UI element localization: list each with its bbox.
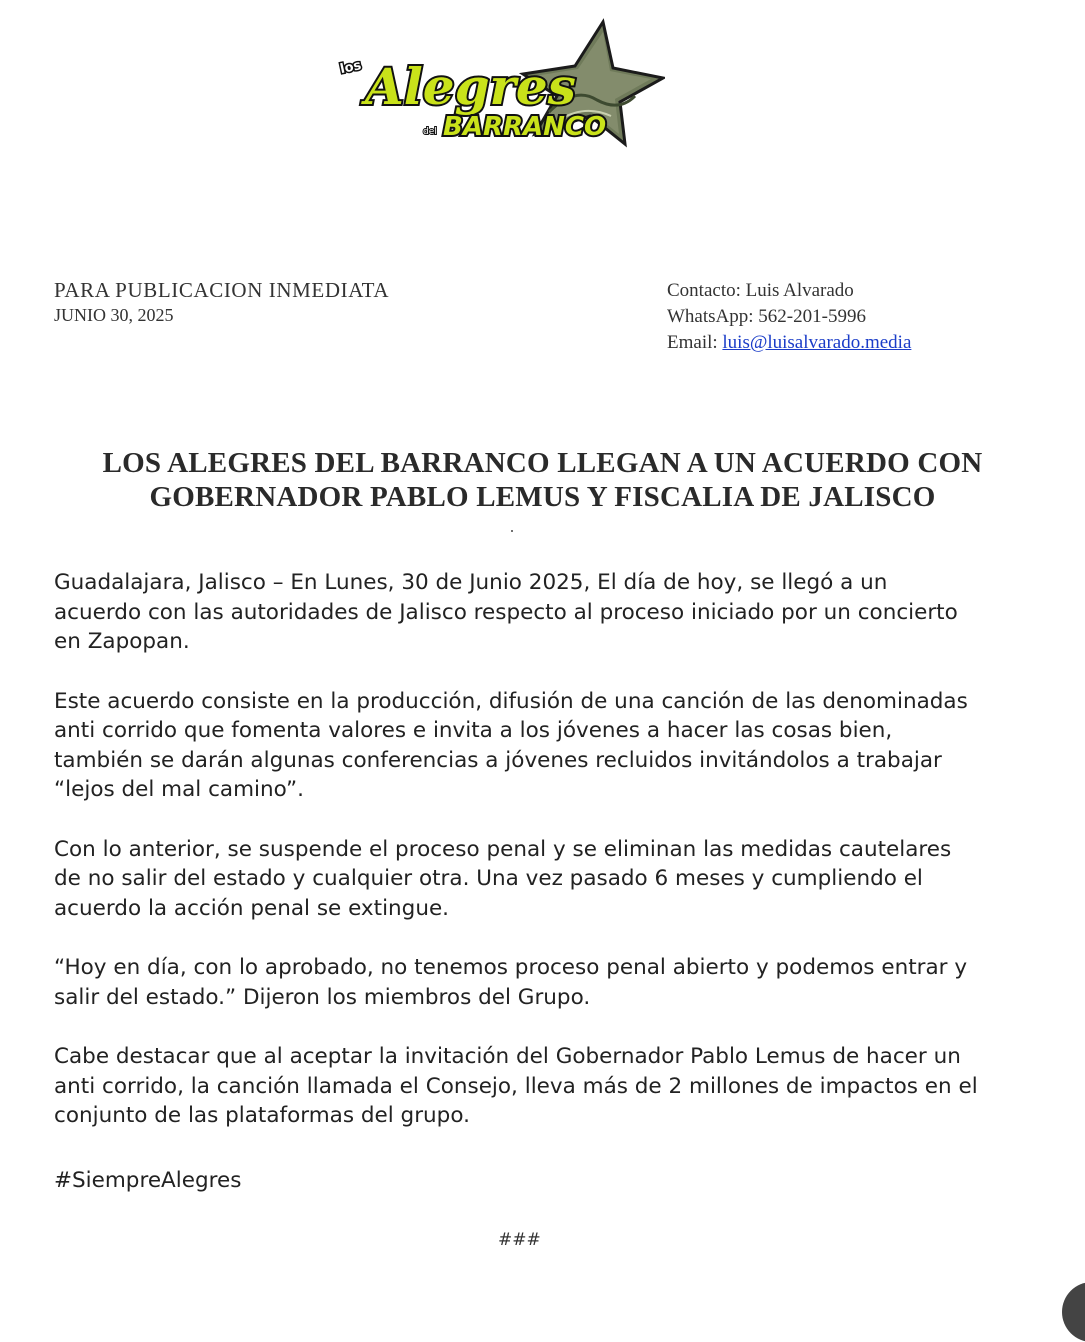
logo-sub-text: BARRANCO [443, 112, 607, 142]
logo-small-mid: del [423, 127, 437, 137]
p2-line-2: anti corrido que fomenta valores e invita a los jóvenes a hacer las cosas bien, [54, 718, 893, 743]
email-label: Email: [667, 332, 718, 353]
paragraph-1 [54, 568, 1034, 657]
p4-line-2: salir del estado.” Dijeron los miembros del Grupo. [54, 984, 591, 1010]
p2-line-3: también se darán algunas conferencias a jóvenes recluidos invitándolos a trabajar [54, 747, 942, 773]
release-date: JUNIO 30, 2025 [54, 305, 174, 325]
end-mark: ### [498, 1230, 541, 1250]
contact-block [667, 278, 911, 356]
release-header [54, 277, 389, 327]
p1-line-3: en Zapopan. [54, 629, 190, 654]
paragraph-3 [54, 835, 1034, 924]
hashtag: #SiempreAlegres [54, 1168, 242, 1193]
p1-line-1: Guadalajara, Jalisco – En Lunes, 30 de Junio 2025, El día de hoy, se llegó a un [54, 570, 888, 595]
contact-email-line [667, 330, 911, 356]
headline [40, 446, 1045, 514]
p5-line-1: Cabe destacar que al aceptar la invitación del Gobernador Pablo Lemus de hacer un [54, 1044, 961, 1069]
p5-line-3: conjunto de las plataformas del grupo. [54, 1103, 470, 1128]
p3-line-1: Con lo anterior, se suspende el proceso penal y se eliminan las medidas cautelares [54, 836, 952, 862]
p1-line-2: acuerdo con las autoridades de Jalisco respecto al proceso iniciado por un concierto [54, 599, 958, 625]
contact-whatsapp: WhatsApp: 562-201-5996 [667, 306, 866, 327]
paragraph-2 [54, 687, 1034, 805]
p3-line-3: acuerdo la acción penal se extingue. [54, 895, 450, 921]
body-text [54, 568, 1034, 1161]
headline-line-1: LOS ALEGRES DEL BARRANCO LLEGAN A UN ACUERDO CON [102, 447, 983, 479]
logo-small-top: los [338, 58, 363, 78]
stray-dot [511, 530, 513, 532]
corner-overlay [1062, 1282, 1085, 1342]
contact-name: Contacto: Luis Alvarado [667, 280, 854, 301]
email-link[interactable]: luis@luisalvarado.media [722, 332, 912, 353]
p5-line-2: anti corrido, la canción llamada el Consejo, lleva más de 2 millones de impactos en el [54, 1073, 978, 1099]
release-label: PARA PUBLICACION INMEDIATA [54, 278, 390, 302]
logo-main-text: Alegres [365, 57, 576, 116]
p3-line-2: de no salir del estado y cualquier otra. Una vez pasado 6 meses y cumpliendo el [54, 866, 923, 891]
band-logo [335, 16, 665, 156]
paragraph-4 [54, 953, 1034, 1012]
p4-line-1: “Hoy en día, con lo aprobado, no tenemos proceso penal abierto y podemos entrar y [54, 955, 968, 980]
p2-line-1: Este acuerdo consiste en la producción, difusión de una canción de las denominadas [54, 688, 968, 714]
star-logo-icon [335, 16, 665, 156]
paragraph-5 [54, 1042, 1034, 1131]
p2-line-4: “lejos del mal camino”. [54, 777, 305, 802]
headline-line-2: GOBERNADOR PABLO LEMUS Y FISCALIA DE JALISCO [149, 481, 936, 513]
